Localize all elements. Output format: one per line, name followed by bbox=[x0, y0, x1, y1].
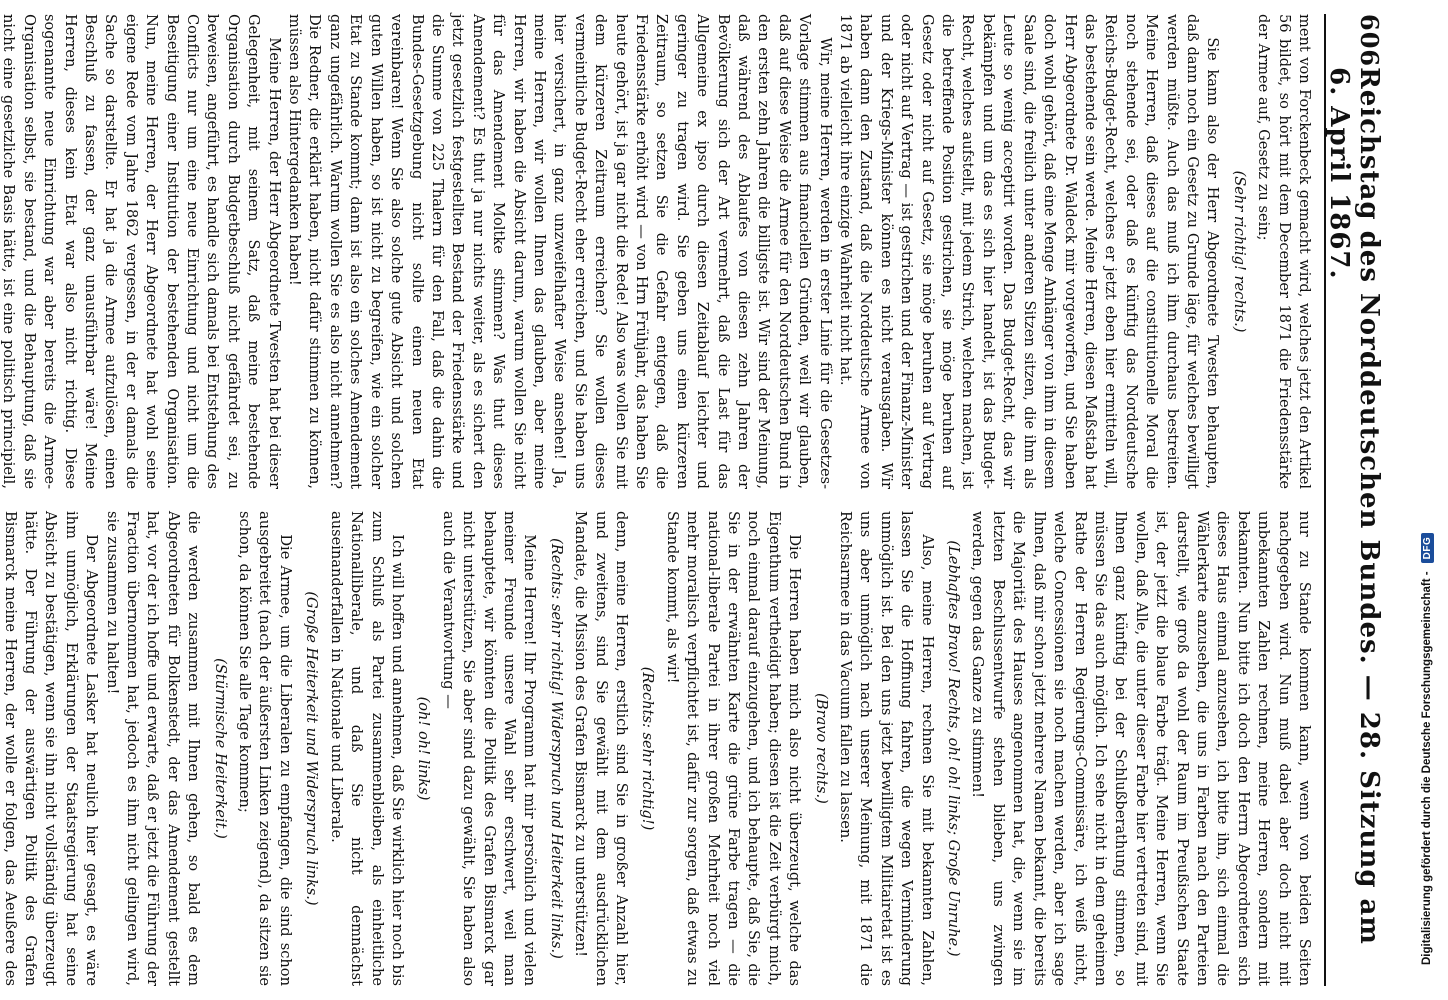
stage-direction: (Bravo rechts.) bbox=[812, 693, 830, 804]
paragraph: ment von Forckenbeck gemacht wird, welches jetzt den Artikel 56 bildet, so hört mit dem December 1871 die Friedensstärke der Armee auf, Gesetz zu sein; bbox=[1255, 14, 1313, 489]
page-header bbox=[1324, 14, 1384, 986]
funding-note bbox=[1390, 0, 1432, 1000]
paragraph: Also, meine Herren, rechnen Sie mit bekannten Zahlen, lassen Sie die Hoffnung fahren, die wegen Verminderung unmöglich ist. Bei den uns jetzt bewilligtem Militairetat ist es uns aber unmöglich nach unserer Meinung, mit 1871 die Reichsarmee in das Vacuum fallen zu lassen. bbox=[837, 511, 936, 986]
paragraph: Der Abgeordnete Lasker hat neulich hier gesagt, es wäre ihm unmöglich, Erklärungen der Staatsregierung hat seine Absicht zu bestätigen, wenn sie ihn nicht vollständig überzeugt hätte. Der Führung der auswärtigen Politik des Grafen Bismarck meine Herren, der wolle er folgen, das Aeußere des bbox=[1, 511, 101, 986]
paragraph: Meine Herren! Ihr Programm hat mir persönlich und vielen meiner Freunde unsere Wahl sehr erschwert, weil man behauptete, wir könnten die Politik des Grafen Bismarck gar nicht unterstützen, Sie aber sind dazu gewählt, Sie haben also auch die Verantwortung — bbox=[439, 511, 539, 986]
paragraph: Sie kann also der Herr Abgeordnete Twesten behaupten, daß dann noch ein Gesetz zu Grunde läge, für welches bewilligt werden müßte. Auch das muß ich ihm durchaus bestreiten. Meine Herren, daß dieses auf die constitutionelle Moral die noch stehende sei, oder daß es künftig das Norddeutsche Reichs-Budget-Recht, welches er jetzt eben hier ermitteln will, das bestehende sein werde. Meine Herren, diesen Maßstab hat Herr Abgeordnete Dr. Waldeck mir vorgeworfen, und Sie haben doch wohl gehört, daß eine Menge Anhänger von ihm in diesem Saale sind, die freilich unter anderen Sitzen sitzen, die ihm als Leute so wenig acceptirt worden. Das Budget-Recht, das wir bekämpfen und um das es sich hier handelt, ist das Budget-Recht, welches aufstellt, mit jedem Strich, welchen machen, ist die betreffende Position gestrichen, sie möge beruhen auf Gesetz oder nicht auf Gesetz, sie möge beruhen auf Vertrag oder nicht auf Vertrag — ist gestrichen und der Finanz-Minister und der Kriegs-Minister können es nicht verausgaben. Wir haben dann den Zustand, daß die Norddeutsche Armee von 1871 ab vielleicht ihre einzige Wahrheit nicht hat. bbox=[837, 14, 1222, 489]
funding-note-text: Digitalisierung gefördert durch die Deutsche Forschungsgemeinschaft - bbox=[1421, 571, 1433, 965]
stage-direction: (Rechts: sehr richtig! Widerspruch und Heiterkeit links.) bbox=[547, 538, 565, 959]
paragraph: Die Armee, um die Liberalen zu empfangen, die sind schon ausgebreitet (nach der äußersten Linken zeigend), da sitzen sie schon, da können Sie alle Tage kommen; bbox=[236, 511, 294, 986]
stage-direction: (Stürmische Heiterkeit.) bbox=[211, 658, 229, 839]
funding-note-text-wrapper bbox=[1406, 5, 1448, 965]
running-title: Reichstag des Norddeutschen Bundes. — 28. Sitzung am 6. April 1867. bbox=[1324, 67, 1384, 945]
stage-direction: (Lebhaftes Bravo! Rechts, oh! oh! links; Große Unruhe.) bbox=[945, 540, 963, 957]
stage-direction: (oh! oh! links) bbox=[415, 696, 433, 801]
stage-direction: (Große Heiterkeit und Widerspruch links.) bbox=[303, 591, 321, 906]
text-columns bbox=[0, 14, 1314, 986]
paragraph: nur zu Stande kommen kann, wenn von beiden Seiten nachgegeben wird. Nun muß dabei aber doch nicht mit unbekannten Zahlen rechnen, meine Herren, sondern mit bekannten. Nun bitte ich doch den Herrn Abgeordneten sich dieses Haus einmal anzusehen, ich bitte ihn, sich einmal die Wählerkarte anzusehen, die uns in Farben nach den Parteien darstellt, wie groß da wohl der Raum im Preußischen Staate ist, der jetzt die blaue Farbe trägt. Meine Herren, wenn Sie wollen, daß Alle, die unter dieser Farbe hier vertreten sind, mit Ihnen ganz künftig bei der Schlußberathung stimmen, so müssen Sie das auch möglich. Ich sehe nicht in dem geheimen Rathe der Herren Regierungs-Commissäre, ich weiß nicht, welche Concessionen sie noch machen werden, aber ich sage Ihnen, daß mir schon jetzt mehrere Namen bekannt, die bereits die Majorität des Hauses angenommen hat, die, wenn sie im letzten Beschlussentwurfe stehen blieben, uns zwingen werden, gegen das Ganze zu stimmen! bbox=[969, 511, 1313, 986]
dfg-logo: DFG bbox=[1421, 533, 1434, 564]
stage-direction: (Sehr richtig! rechts.) bbox=[1230, 170, 1248, 333]
paragraph: die werden zusammen mit Ihnen gehen, so bald es dem Abgeordneten für Bolkenstedt, der das Amendement gestellt hat, vor der ich hoffe und erwarte, daß er jetzt die Führung der Fraction übernommen hat, jedoch es ihm nicht gelingen wird, sie zusammen zu halten! bbox=[103, 511, 203, 986]
left-column bbox=[0, 14, 1314, 489]
paragraph: denn, meine Herren, erstlich sind Sie in großer Anzahl hier, und zweitens, sind Sie gewählt mit dem ausdrücklichen Mandate, die Mission des Grafen Bismarck zu unterstützen! bbox=[572, 511, 630, 986]
stage-direction: (Rechts: sehr richtig!) bbox=[639, 666, 657, 831]
paragraph: Die Herren haben mich also nicht überzeugt, welche das Eigenthum vertheidigt haben; diesen ist die Zeit verbürgt mich, noch einmal darauf einzugehen, und ich behaupte, daß Sie, die Sie in der erwähnten Karte die grüne Farbe tragen — die national-liberale Partei in ihrer großen Mehrheit noch viel mehr moralisch verpflichtet ist, dafür zur sorgen, daß etwas zu Stande kommt, als wir! bbox=[663, 511, 804, 986]
page-number: 606 bbox=[1355, 14, 1384, 68]
paragraph: Meine Herren, der Herr Abgeordnete Twesten hat bei dieser Gelegenheit, mit seinem Satz, daß meine bestehende Organisation durch Budgetbeschluß nicht gefährdet sei, zu beweisen, angeführt, es handle sich damals bei Entstehung des Conflicts nur um eine neue Einrichtung und nicht um die Beseitigung einer Institution der bestehenden Organisation. Nun, meine Herren, der Herr Abgeordnete hat wohl seine eigene Rede vom Jahre 1862 vergessen, in der er damals die Sache so darstellte. Er hat ja die Armee aufzulösen, einen Beschluß zu fassen, der ganz unausführbar wäre! Meine Herren, dieses kein Etat war also nicht richtig. Diese sogenannte neue Einrichtung war aber bereits die Armee-Organisation selbst, sie bestand, und die Behauptung, daß sie nicht eine gesetzliche Basis hätte, ist eine politisch principiell, bbox=[0, 14, 283, 489]
paragraph: Wir, meine Herren, werden in erster Linie für die Gesetzes-Vorlage stimmen aus financiellen Gründen, weil wir glauben, daß auf diese Weise die Armee für den Norddeutschen Bund in den ersten zehn Jahren die billigste ist. Wir sind der Meinung, daß während des Ablaufes von diesen zehn Jahren der Bevölkerung sich der Art vermehrt, daß die Last für das Allgemeine ex ipso durch diesen Zeitablauf leichter und geringer zu tragen wird. Sie geben uns einen kürzeren Zeitraum, so setzen Sie die Gefahr entgegen, daß die Friedensstärke erhöht wird — von Hrn Frühjahr, das haben Sie heute gehört, ist ja gar nicht die Rede! Also was wollen Sie mit dem kürzeren Zeitraum erreichen? Sie wollen dieses vermeintliche Budget-Recht eher erreichen, und Sie haben uns hier versichert, in ganz unzweifelhafter Weise ansehen! Ja, meine Herren, wir wollen Ihnen das glauben, aber meine Herren, wir haben die Absicht darum, warum wollen Sie nicht für das Amendement Moltke stimmen? Was thut dieses Amendement? Es thut ja nur nichts weiter, als es sichert den jetzt gesetzlich festgestellten Bestand der Friedensstärke und die Summe von 225 Thalern für den Fall, daß die dahin die Bundes-Gesetzgebung nicht sollte einen neuen Etat vereinbaren! Wenn Sie also solche gute Absicht und solchen guten Willen haben, so ist nicht zu begreifen, wie ein solcher Etat zu Stande kommt; dann ist also ein solches Amendement ganz ungefährlich. Warum wollen Sie es also nicht annehmen? Die Redner, die erklärt haben, nicht dafür stimmen zu können, müssen also Hintergedanken haben! bbox=[286, 14, 834, 489]
paragraph: Ich will hoffen und annehmen, daß Sie wirklich hier noch bis zum Schluß als Partei zusammenbleiben, als einheitliche Nationalliberale, und daß Sie nicht demnächst auseinanderfallen in Nationale und Liberale. bbox=[327, 511, 406, 986]
right-column bbox=[1, 511, 1314, 986]
